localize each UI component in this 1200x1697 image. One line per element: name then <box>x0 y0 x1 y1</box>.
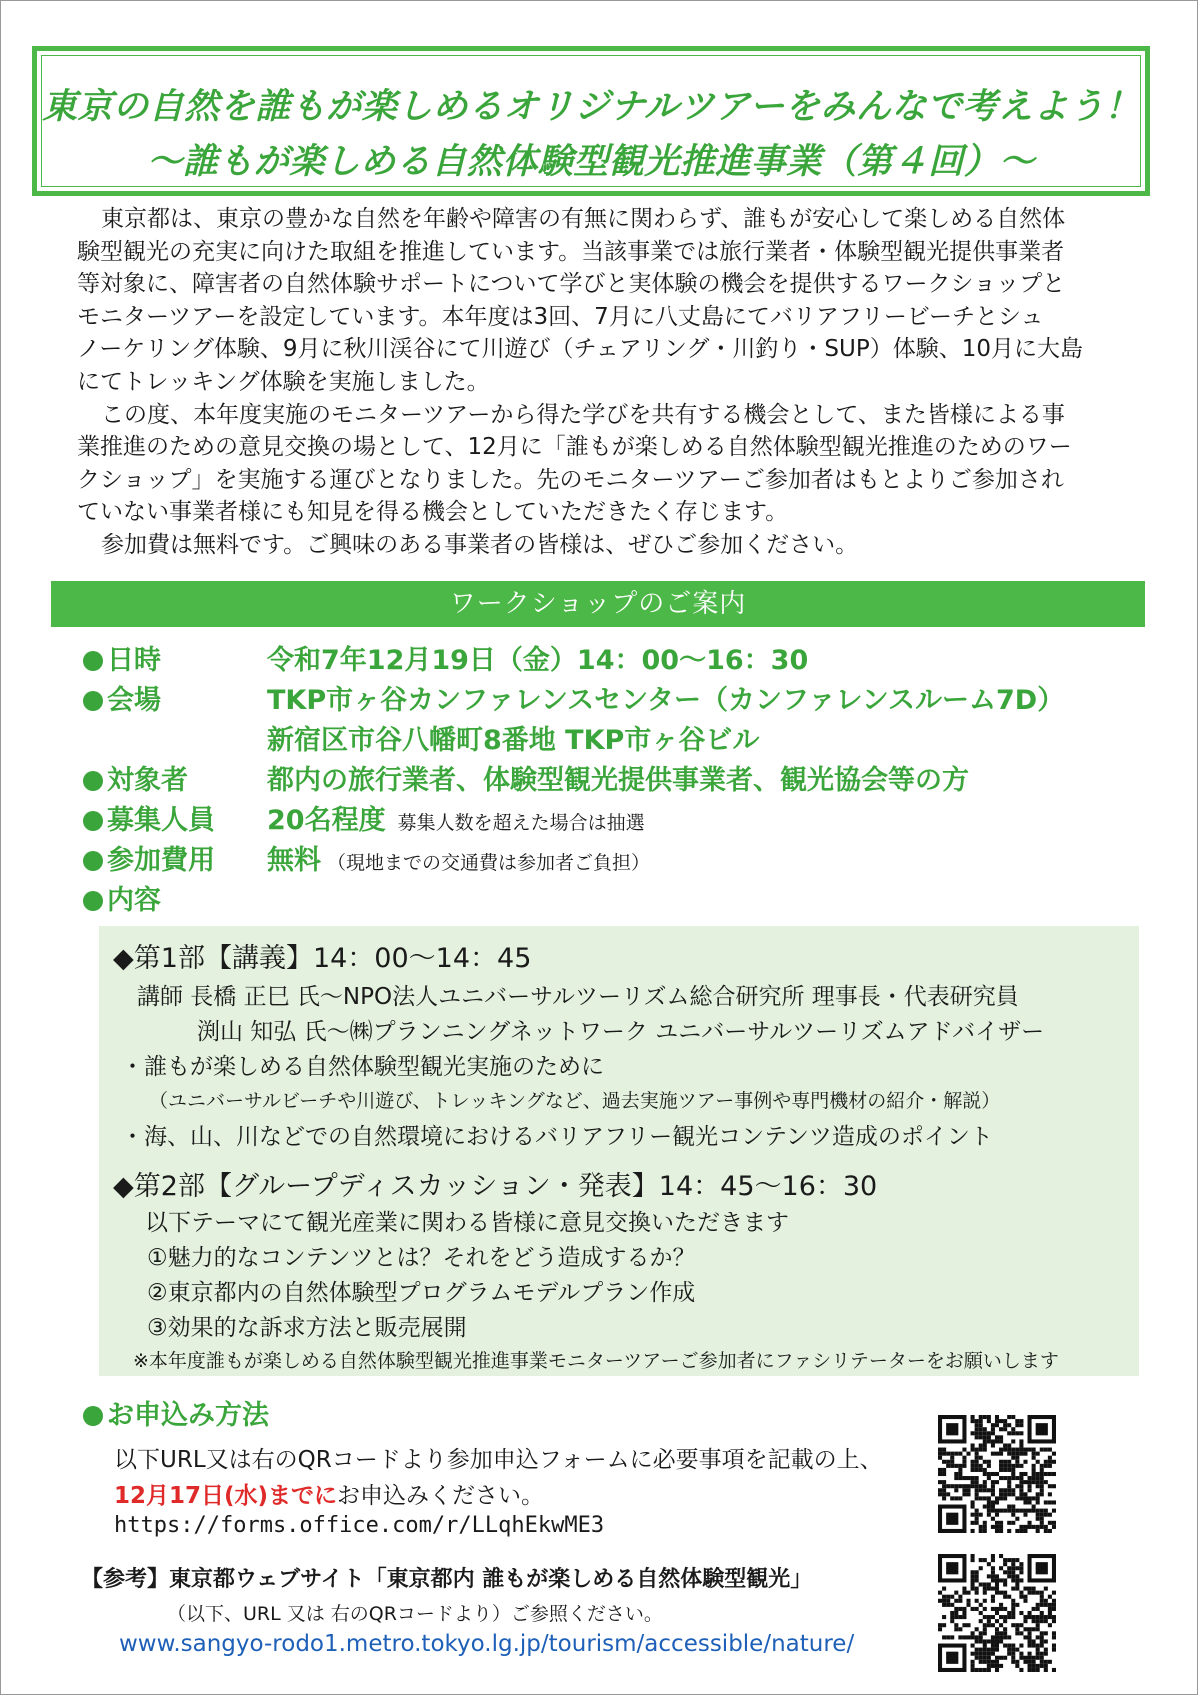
info-label: 日時 <box>107 645 161 676</box>
info-value: 20名程度 <box>267 805 386 836</box>
info-venue-address <box>267 721 759 761</box>
topic-2: ・海、山、川などでの自然環境におけるバリアフリー観光コンテンツ造成のポイント <box>121 1124 993 1150</box>
info-label: 対象者 <box>107 765 188 796</box>
section-header: ワークショップのご案内 <box>51 581 1145 627</box>
info-target <box>83 761 969 801</box>
topic-1-note: （ユニバーサルビーチや川遊び、トレッキングなど、過去実施ツアー事例や専門機材の紹介・解説） <box>149 1090 1001 1112</box>
info-label: 募集人員 <box>107 805 215 836</box>
info-content <box>83 881 267 921</box>
theme-1: ①魅力的なコンテンツとは？それをどう造成するか？ <box>147 1245 696 1271</box>
info-label: 内容 <box>107 885 161 916</box>
intro-line: モニターツアーを設定しています。本年度は3回、7月に八丈島にてバリアフリービーチとシュ <box>77 303 1044 330</box>
bullet-icon <box>83 811 103 831</box>
reference-title: 東京都ウェブサイト「東京都内 誰もが楽しめる自然体験型観光」 <box>169 1567 813 1592</box>
apply-instructions: 以下URL又は右のQRコードより参加申込フォームに必要事項を記載の上、 <box>114 1447 883 1473</box>
info-label: 参加費用 <box>107 845 215 876</box>
info-value: 無料 <box>267 845 321 876</box>
sub-title: ～誰もが楽しめる自然体験型観光推進事業（第４回）～ <box>147 142 1035 182</box>
lecturer-2: 渕山 知弘 氏～㈱プランニングネットワーク ユニバーサルツーリズムアドバイザー <box>197 1019 1045 1045</box>
info-date <box>83 641 808 681</box>
facilitator-note: ※本年度誰もが楽しめる自然体験型観光推進事業モニターツアーご参加者にファシリテーターをお願いします <box>133 1350 1059 1372</box>
apply-deadline-line <box>114 1477 544 1510</box>
bullet-icon <box>83 771 103 791</box>
bullet-icon <box>83 891 103 911</box>
intro-line: 業推進のための意見交換の場として、12月に「誰もが楽しめる自然体験型観光推進のためのワー <box>77 434 1072 461</box>
bullet-icon <box>83 651 103 671</box>
qr-code-icon <box>938 1554 1056 1672</box>
part2-heading: ◆第2部【グループディスカッション・発表】14：45～16：30 <box>113 1171 878 1202</box>
intro-line: 参加費は無料です。ご興味のある事業者の皆様は、ぜひご参加ください。 <box>101 531 859 558</box>
part2-intro: 以下テーマにて観光産業に関わる皆様に意見交換いただきます <box>145 1210 789 1236</box>
intro-line: この度、本年度実施のモニターツアーから得た学びを共有する機会として、また皆様による事 <box>101 401 1065 428</box>
info-fee <box>83 841 650 881</box>
intro-line: 等対象に、障害者の自然体験サポートについて学びと実体験の機会を提供するワークショップと <box>77 271 1066 298</box>
info-value: 令和7年12月19日（金）14：00～16：30 <box>267 645 809 676</box>
apply-instructions-rest: お申込みください。 <box>337 1483 545 1509</box>
apply-form-url[interactable]: https://forms.office.com/r/LLqhEkwME3 <box>114 1513 605 1538</box>
intro-line: ノーケリング体験、9月に秋川渓谷にて川遊び（チェアリング・川釣り・SUP）体験、10月に大島 <box>77 336 1083 363</box>
part1-heading: ◆第1部【講義】14：00～14：45 <box>113 943 532 974</box>
reference-url[interactable]: www.sangyo-rodo1.metro.tokyo.lg.jp/tourism/accessible/nature/ <box>119 1631 855 1657</box>
lecturer-1: 講師 長橋 正巳 氏～NPO法人ユニバーサルツーリズム総合研究所 理事長・代表研究員 <box>137 984 1019 1010</box>
title-box <box>32 46 1150 196</box>
intro-line: ていない事業者様にも知見を得る機会としていただきたく存じます。 <box>77 499 789 526</box>
apply-heading <box>83 1393 269 1432</box>
intro-line: 験型観光の充実に向けた取組を推進しています。当該事業では旅行業者・体験型観光提供事業者 <box>77 238 1065 265</box>
theme-2: ②東京都内の自然体験型プログラムモデルプラン作成 <box>147 1280 696 1306</box>
theme-3: ③効果的な訴求方法と販売展開 <box>147 1315 467 1341</box>
bullet-icon <box>83 691 103 711</box>
reference-tag: 【参考】 <box>81 1567 170 1592</box>
info-note: （現地までの交通費は参加者ご負担） <box>327 852 651 874</box>
bullet-icon <box>83 851 103 871</box>
info-label: 会場 <box>107 685 161 716</box>
main-title: 東京の自然を誰もが楽しめるオリジナルツアーをみんなで考えよう！ <box>42 87 1140 127</box>
info-note: 募集人数を超えた場合は抽選 <box>397 812 645 834</box>
topic-1: ・誰もが楽しめる自然体験型観光実施のために <box>121 1054 604 1080</box>
intro-line: にてトレッキング体験を実施しました。 <box>77 368 490 395</box>
qr-code-icon <box>938 1415 1056 1533</box>
reference-heading <box>81 1562 812 1593</box>
content-panel <box>99 926 1139 1376</box>
intro-text <box>77 203 1127 562</box>
intro-line: クショップ」を実施する運びとなりました。先のモニターツアーご参加者はもとよりご参加され <box>77 466 1064 493</box>
reference-note: （以下、URL 又は 右のQRコードより）ご参照ください。 <box>167 1603 663 1625</box>
bullet-icon <box>83 1406 103 1426</box>
info-value: 新宿区市谷八幡町8番地 TKP市ヶ谷ビル <box>267 725 760 756</box>
apply-heading-text: お申込み方法 <box>107 1400 269 1431</box>
info-capacity <box>83 801 645 841</box>
info-value: TKP市ヶ谷カンファレンスセンター（カンファレンスルーム7D） <box>267 685 1065 716</box>
deadline-text: 12月17日(水)までに <box>114 1483 338 1509</box>
info-value: 都内の旅行業者、体験型観光提供事業者、観光協会等の方 <box>267 765 969 796</box>
info-venue <box>83 681 1064 721</box>
intro-line: 東京都は、東京の豊かな自然を年齢や障害の有無に関わらず、誰もが安心して楽しめる自然体 <box>101 206 1066 232</box>
